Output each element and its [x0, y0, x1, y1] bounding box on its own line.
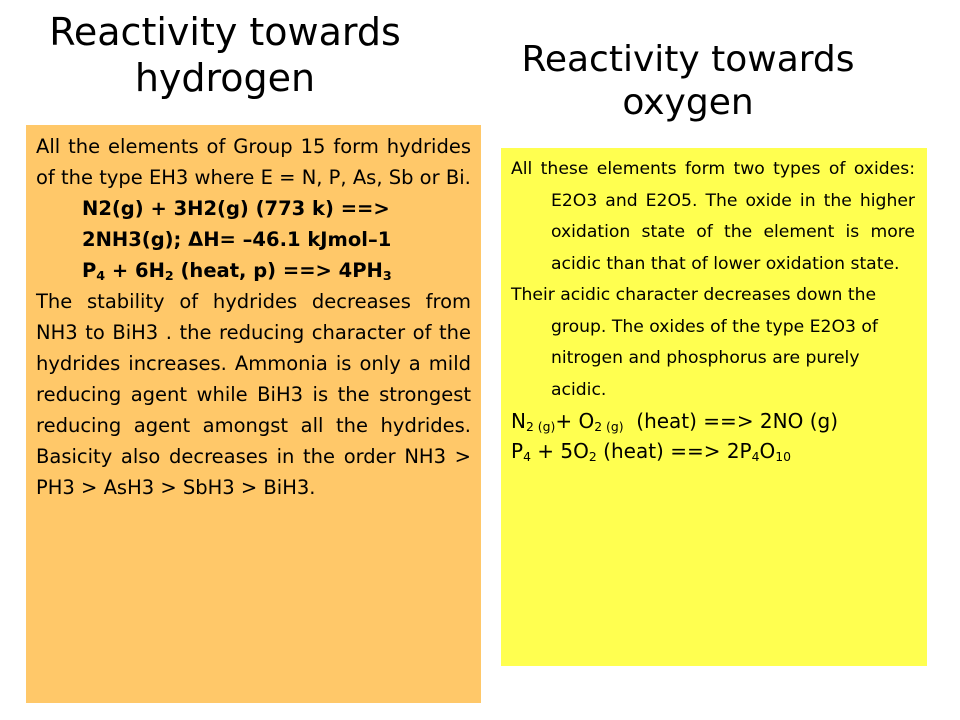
hydrides-intro-text: All the elements of Group 15 form hydrides of the type EH3 where E = N, P, As, Sb or Bi.	[36, 135, 471, 189]
oxygen-content-box	[501, 148, 927, 666]
ammonia-equation-line2: 2NH3(g); ΔH= –46.1 kJmol–1	[82, 228, 392, 251]
eq-subscript: 10	[775, 449, 792, 465]
hydrides-stability-text: The stability of hydrides decreases from NH3 to BiH3 . the reducing character of the hydrides increases. Ammonia is only a mild reducing agent while BiH3 is the strongest reducing agent amongst all the hydrides. Basicity also decreases in the order NH3 > PH3 > AsH3 > SbH3 > BiH3.	[36, 290, 471, 499]
eq-part: (heat, p) ==> 4PH	[173, 259, 383, 282]
nitric-oxide-equation	[511, 406, 915, 436]
title-oxygen	[498, 38, 878, 124]
eq-subscript: 2	[164, 268, 174, 284]
hydrogen-content-box	[26, 125, 481, 703]
eq-subscript: 3	[382, 268, 392, 284]
phosphorus-oxide-equation	[511, 436, 915, 466]
title-hydrogen-line2: hydrogen	[134, 55, 316, 100]
eq-part: (heat) ==> 2NO (g)	[623, 409, 839, 433]
eq-part: + 5O	[530, 439, 589, 463]
title-oxygen-line1: Reactivity towards	[521, 39, 855, 80]
eq-part: + O	[555, 409, 595, 433]
ammonia-equation-line1: N2(g) + 3H2(g) (773 k) ==>	[82, 197, 390, 220]
title-hydrogen	[0, 10, 450, 101]
eq-subscript: 4	[96, 268, 106, 284]
eq-part: P	[511, 439, 524, 463]
eq-part: N	[511, 409, 526, 433]
eq-subscript: 2	[588, 449, 597, 465]
phosphine-equation	[36, 255, 471, 286]
eq-part: O	[759, 439, 776, 463]
oxides-acidity-text: Their acidic character decreases down the group. The oxides of the type E2O3 of nitrogen and phosphorus are purely acidic.	[511, 285, 878, 400]
eq-part: (heat) ==> 2P	[596, 439, 752, 463]
title-oxygen-line2: oxygen	[622, 82, 754, 124]
eq-subscript: 2 (g)	[525, 419, 556, 435]
title-hydrogen-line1: Reactivity towards	[49, 10, 401, 54]
eq-part: + 6H	[105, 259, 165, 282]
eq-part: P	[82, 259, 97, 282]
eq-subscript: 4	[751, 449, 760, 465]
eq-subscript: 2 (g)	[594, 419, 624, 435]
oxides-intro-text: All these elements form two types of oxides: E2O3 and E2O5. The oxide in the higher oxidation state of the element is more acidic than that of lower oxidation state.	[511, 159, 915, 274]
eq-subscript: 4	[523, 449, 531, 465]
